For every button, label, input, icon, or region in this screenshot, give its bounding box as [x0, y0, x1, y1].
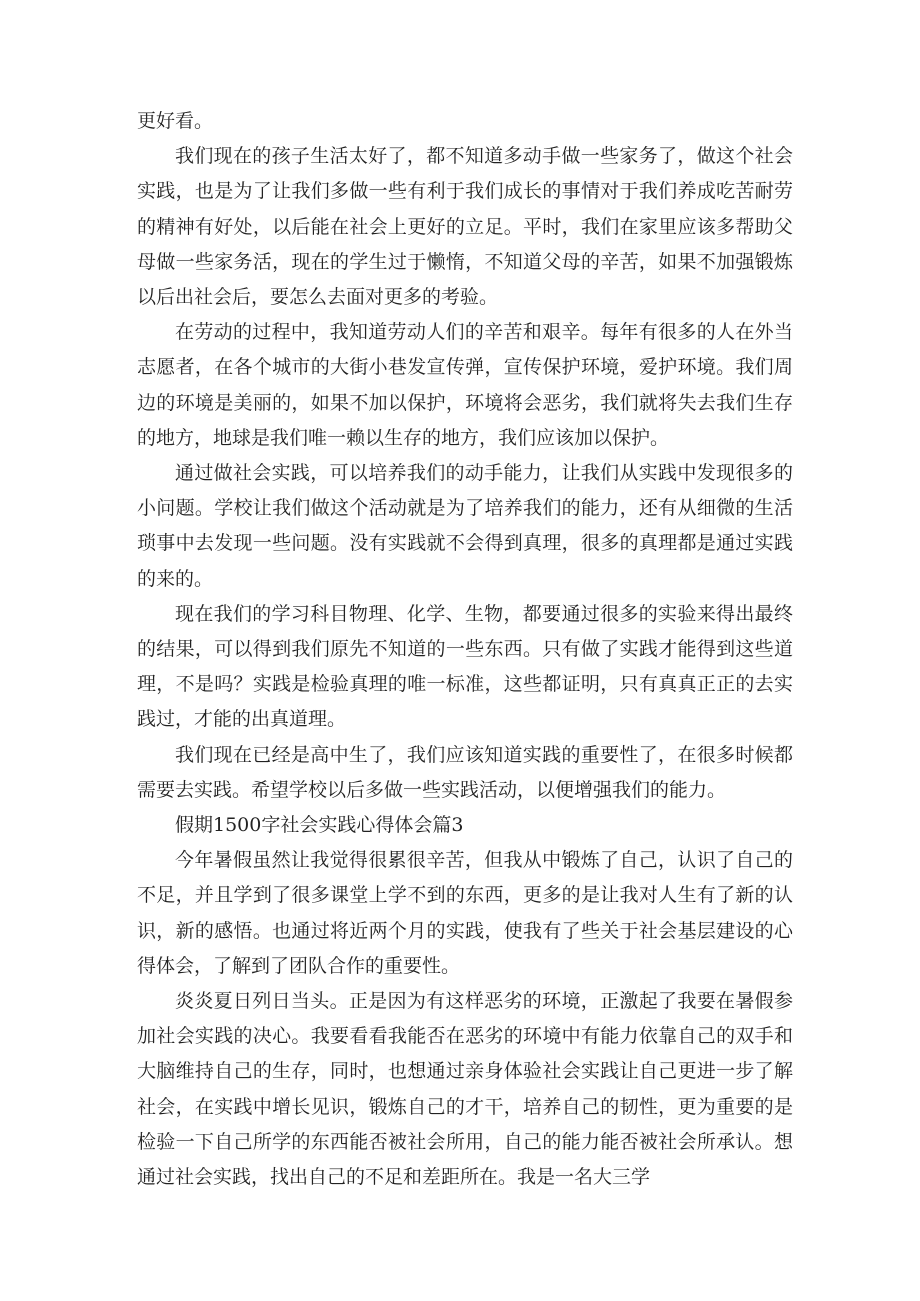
paragraph-high-school: 我们现在已经是高中生了，我们应该知道实践的重要性了，在很多时候都需要去实践。希望学校以后多做一些实践活动，以便增强我们的能力。: [137, 743, 793, 801]
paragraph-practice-ability: 通过做社会实践，可以培养我们的动手能力，让我们从实践中发现很多的小问题。学校让我们做这个活动就是为了培养我们的能力，还有从细微的生活琐事中去发现一些问题。没有实践就不会得到真理，很多的真理都是通过实践的来的。: [137, 462, 793, 590]
paragraph-housework: 我们现在的孩子生活太好了，都不知道多动手做一些家务了，做这个社会实践，也是为了让我们多做一些有利于我们成长的事情对于我们养成吃苦耐劳的精神有好处，以后能在社会上更好的立足。平时，我们在家里应该多帮助父母做一些家务活，现在的学生过于懒惰，不知道父母的辛苦，如果不加强锻炼以后出社会后，要怎么去面对更多的考验。: [137, 145, 793, 309]
paragraph-hot-summer: 炎炎夏日列日当头。正是因为有这样恶劣的环境，正激起了我要在暑假参加社会实践的决心。我要看看我能否在恶劣的环境中有能力依靠自己的双手和大脑维持自己的生存，同时，也想通过亲身体验社会实践让自己更进一步了解社会，在实践中增长见识，锻炼自己的才干，培养自己的韧性，更为重要的是检验一下自己所学的东西能否被社会所用，自己的能力能否被社会所承认。想通过社会实践，找出自己的不足和差距所在。我是一名大三学: [137, 990, 793, 1189]
paragraph-continued: 更好看。: [137, 110, 214, 132]
paragraph-summer-vacation: 今年暑假虽然让我觉得很累很辛苦，但我从中锻炼了自己，认识了自己的不足，并且学到了很多课堂上学不到的东西，更多的是让我对人生有了新的认识，新的感悟。也通过将近两个月的实践，使我有了些关于社会基层建设的心得体会，了解到了团队合作的重要性。: [137, 849, 793, 977]
document-body: [137, 104, 793, 1195]
section-heading: 假期1500字社会实践心得体会篇3: [175, 814, 464, 837]
paragraph-science-subjects: 现在我们的学习科目物理、化学、生物，都要通过很多的实验来得出最终的结果，可以得到我们原先不知道的一些东西。只有做了实践才能得到这些道理，不是吗？实践是检验真理的唯一标准，这些都证明，只有真真正正的去实践过，才能的出真道理。: [137, 602, 793, 731]
paragraph-labor: 在劳动的过程中，我知道劳动人们的辛苦和艰辛。每年有很多的人在外当志愿者，在各个城市的大街小巷发宣传弹，宣传保护环境，爱护环境。我们周边的环境是美丽的，如果不加以保护，环境将会恶劣，我们就将失去我们生存的地方，地球是我们唯一赖以生存的地方，我们应该加以保护。: [137, 321, 793, 449]
